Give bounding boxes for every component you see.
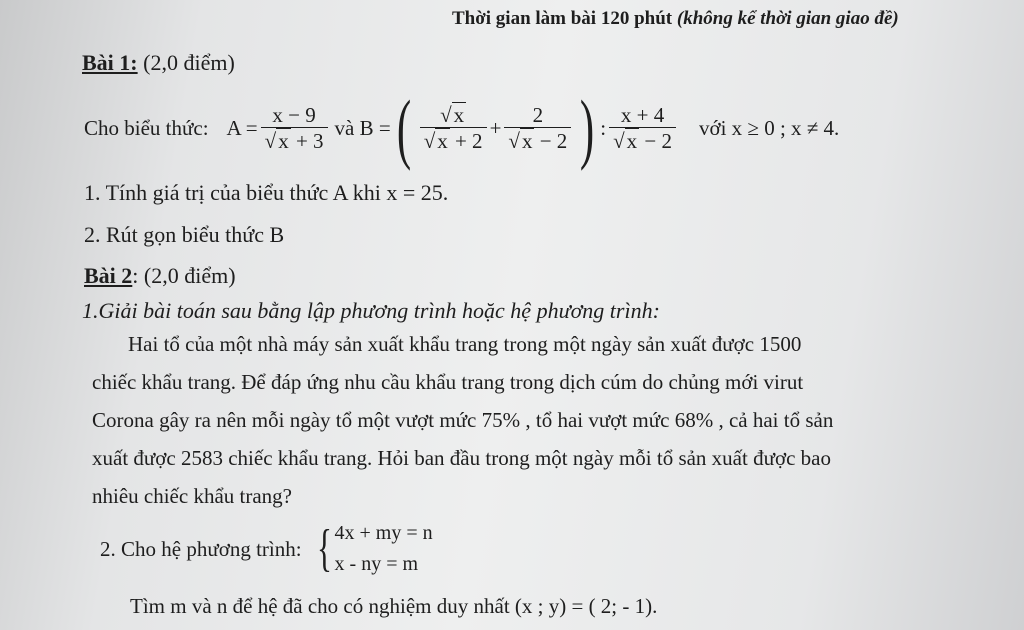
A-numerator: x − 9 xyxy=(261,104,328,128)
expression-line xyxy=(84,84,840,171)
B-fraction-1: $\frac{√x}{√x + 2}$ xyxy=(420,104,487,152)
problem-line-4: xuất được 2583 chiếc khẩu trang. Hỏi ban đầu trong một ngày mỗi tổ sản xuất được bao xyxy=(92,446,831,470)
bai2-part1-heading: 1.Giải bài toán sau bằng lập phương trình hoặc hệ phương trình: xyxy=(82,298,660,323)
equation-2: x - ny = m xyxy=(334,553,419,575)
equation-system xyxy=(335,518,433,580)
A-label: A = xyxy=(226,115,258,140)
B-fraction-3: $\frac{x + 4}{√x - 2}$ xyxy=(609,104,676,152)
problem-line-1: Hai tổ của một nhà máy sản xuất khẩu trang trong một ngày sản xuất được 1500 xyxy=(128,332,802,356)
bai1-question-2: 2. Rút gọn biểu thức B xyxy=(84,222,285,247)
system-brace: { xyxy=(316,520,332,577)
time-text: Thời gian làm bài 120 phút xyxy=(452,8,673,29)
final-question: Tìm m và n để hệ đã cho có nghiệm duy nhất (x ; y) = ( 2; - 1). xyxy=(130,594,658,618)
bai1-title: Bài 1: xyxy=(82,50,138,75)
plus-sign: + xyxy=(489,115,502,140)
problem-line-3: Corona gây ra nên mỗi ngày tổ một vượt mức 75% , tổ hai vượt mức 68% , cả hai tổ sản xyxy=(92,408,834,432)
time-note: (không kể thời gian giao đề) xyxy=(676,8,899,29)
bai1-points: (2,0 điểm) xyxy=(143,50,235,75)
A-denominator: √x + 3 xyxy=(264,129,324,153)
problem-line-2: chiếc khẩu trang. Để đáp ứng nhu cầu khẩu trang trong dịch cúm do chủng mới virut xyxy=(92,370,804,394)
B-fraction-2: $\frac{2}{√x - 2}$ xyxy=(504,104,571,152)
problem-line-5: nhiêu chiếc khẩu trang? xyxy=(92,484,292,508)
right-paren: ) xyxy=(580,84,595,171)
left-paren: ( xyxy=(396,84,411,171)
bai1-heading xyxy=(82,50,235,76)
bai2-points: : (2,0 điểm) xyxy=(132,263,236,288)
bai2-heading xyxy=(84,263,236,289)
condition-text: với x ≥ 0 ; x ≠ 4. xyxy=(698,115,840,140)
bai2-title: Bài 2 xyxy=(84,263,133,288)
expression-intro: Cho biểu thức: xyxy=(84,115,209,140)
exam-time-line xyxy=(452,8,899,30)
divide-colon: : xyxy=(600,115,607,140)
system-line xyxy=(100,514,433,584)
and-B-label: và B = xyxy=(334,115,391,140)
system-intro: 2. Cho hệ phương trình: xyxy=(100,536,302,561)
equation-1: 4x + my = n xyxy=(334,522,433,544)
A-fraction xyxy=(261,104,328,152)
bai1-question-1: 1. Tính giá trị của biểu thức A khi x = 25. xyxy=(84,180,449,205)
